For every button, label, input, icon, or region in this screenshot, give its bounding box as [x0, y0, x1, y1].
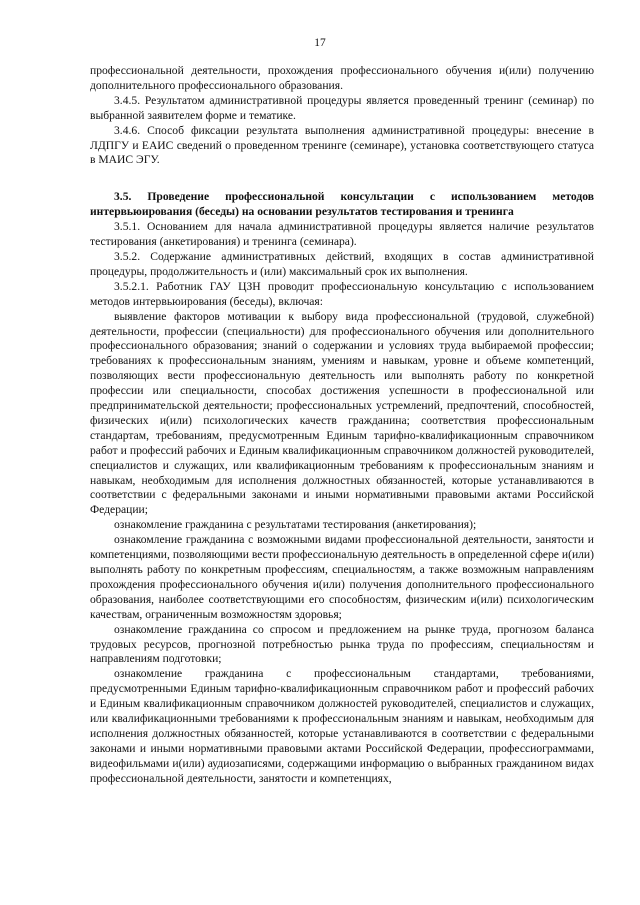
section-heading: 3.5. Проведение профессиональной консультации с использованием методов интервьюирования (беседы) на основании результатов тестирования и тренинга	[90, 190, 594, 219]
paragraph: 3.5.1. Основанием для начала административной процедуры является наличие результатов тестирования (анкетирования) и тренинга (семинара).	[90, 220, 594, 249]
paragraph: 3.5.2. Содержание административных действий, входящих в состав административной процедуры, продолжительность и (или) максимальный срок их выполнения.	[90, 249, 594, 278]
paragraph: выявление факторов мотивации к выбору вида профессиональной (трудовой, служебной) деятельности, профессии (специальности) для профессионального обучения или дополнительного профессионального образования; знаний о содержании и условиях труда выбираемой профессии; требованиях к профессиональным знаниям, умениям и навыкам, уровне и объеме компетенций, позволяющих вести профессиональную деятельность или выполнять работу по конкретной профессии или специальности, способах достижения успешности в профессиональной или предпринимательской деятельности; профессиональных устремлений, предпочтений, способностей, физических и(или) психологических качеств гражданина; соответствия профессиональным стандартам, требованиям, предусмотренным Единым тарифно-квалификационным справочником работ и профессий рабочих и Единым квалификационным справочником должностей руководителей, специалистов и служащих, или квалификационным требованиям к профессиональным знаниям и навыкам, необходимым для исполнения должностных обязанностей, которые устанавливаются в соответствии с федеральными законами и иными нормативными правовыми актами Российской Федерации;	[90, 309, 594, 517]
document-body	[90, 64, 594, 787]
paragraph: ознакомление гражданина с профессиональным стандартами, требованиями, предусмотренными Единым тарифно-квалификационным справочником работ и профессий рабочих и Единым квалификационным справочником должностей руководителей, специалистов и служащих, или квалификационными требованиями к профессиональным знаниям и навыкам, необходимым для исполнения должностных обязанностей, которые устанавливаются в соответствии с федеральными законами и иными нормативными правовыми актами Российской Федерации, профессиограммами, видеофильмами и(или) аудиозаписями, содержащими информацию о выбранных гражданином видах профессиональной деятельности, занятости и компетенциях,	[90, 667, 594, 785]
paragraph: 3.4.6. Способ фиксации результата выполнения административной процедуры: внесение в ЛДПГУ и ЕАИС сведений о проведенном тренинге (семинаре), установка соответствующего статуса в МАИС ЭГУ.	[90, 123, 594, 167]
paragraph: ознакомление гражданина со спросом и предложением на рынке труда, прогнозом баланса трудовых ресурсов, прогнозной потребностью рынка труда по профессиям, специальностям и направлениям подготовки;	[90, 622, 594, 666]
paragraph: профессиональной деятельности, прохождения профессионального обучения и(или) получению дополнительного профессионального образования.	[90, 64, 594, 92]
section-spacer	[90, 168, 594, 190]
paragraph: ознакомление гражданина с возможными видами профессиональной деятельности, занятости и компетенциями, позволяющими вести профессиональную деятельность в определенной сфере и(или) выполнять работу по конкретным профессиям, специальностям, а также возможным направлениям прохождения профессионального обучения и(или) получения дополнительного профессионального образования, наиболее соответствующими его способностям, физическим и(или) психологическим качествам, ограниченным возможностям здоровья;	[90, 533, 594, 621]
paragraph: 3.4.5. Результатом административной процедуры является проведенный тренинг (семинар) по выбранной заявителем форме и тематике.	[90, 93, 594, 122]
paragraph: 3.5.2.1. Работник ГАУ ЦЗН проводит профессиональную консультацию с использованием методов интервьюирования (беседы), включая:	[90, 279, 594, 308]
page-number: 17	[314, 37, 326, 49]
paragraph: ознакомление гражданина с результатами тестирования (анкетирования);	[114, 518, 477, 532]
